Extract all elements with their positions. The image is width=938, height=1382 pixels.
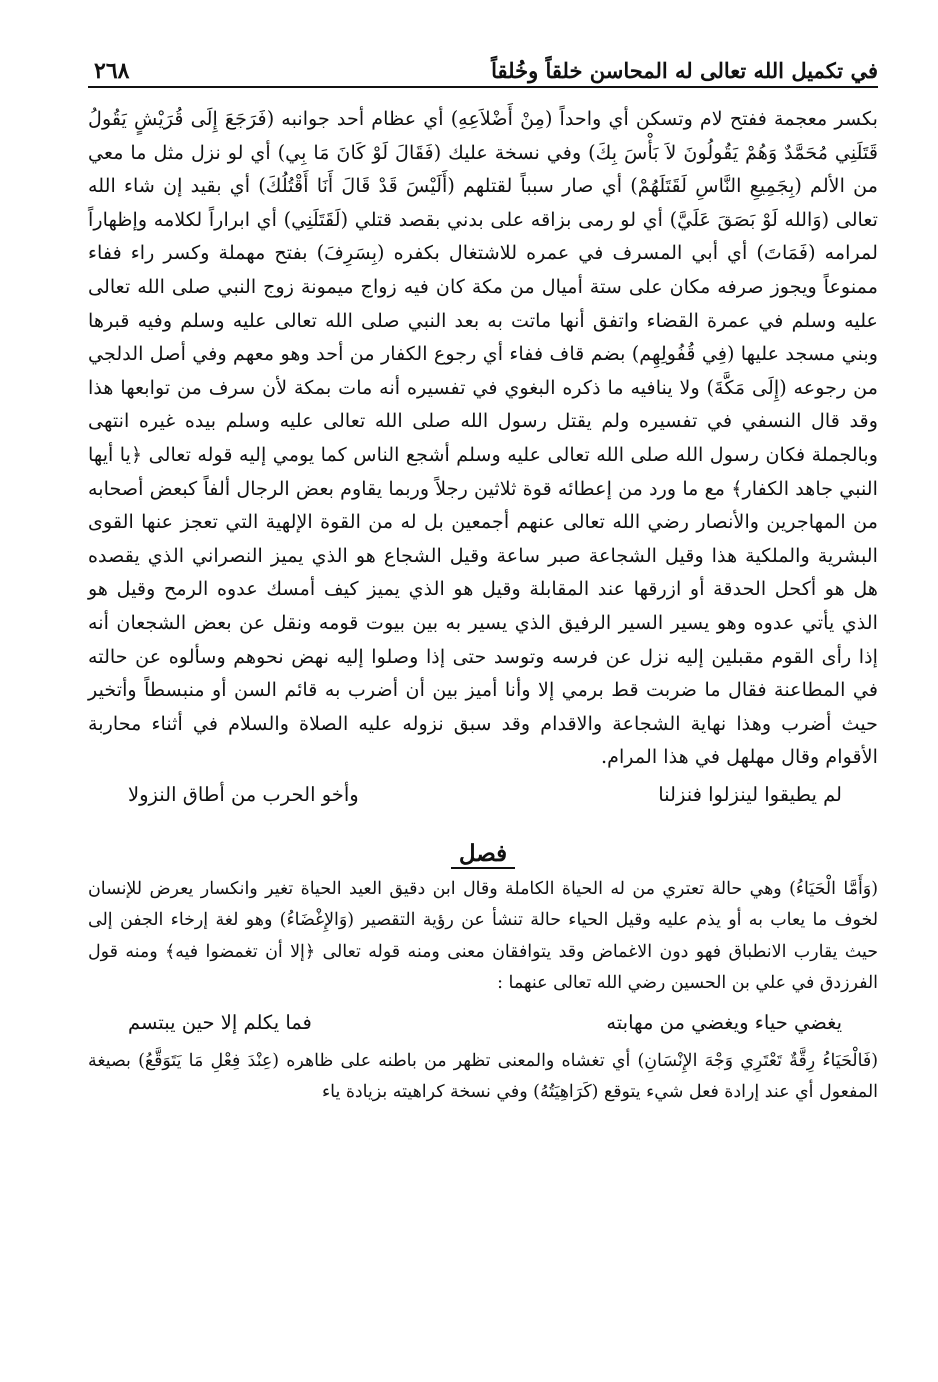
verse-second-hemistich: وأخو الحرب من أطاق النزولا [128, 782, 359, 806]
running-title: في تكميل الله تعالى له المحاسن خلقاً وخُلقاً [491, 58, 878, 83]
page-header [88, 40, 878, 88]
section-paragraph: (وَأَمَّا الْحَيَاءُ) وهي حالة تعتري من له الحياة الكاملة وقال ابن دقيق العيد الحياة تغير وانكسار يعرض للإنسان لخوف ما يعاب به أو يذم عليه وقيل الحياء حالة تنشأ عن رؤية التقصير (وَالإِغْضَاءُ) وهو لغة إرخاء الجفن إلى حيث يقارب الانطباق فهو دون الاغماض وقد يتوافقان معنى ومنه قوله تعالى ﴿إلا أن تغمضوا فيه﴾ ومنه قول الفرزدق في علي بن الحسين رضي الله تعالى عنهما : [88, 878, 878, 994]
poetry-verse [88, 778, 878, 812]
section-heading-text: فصل [451, 840, 515, 869]
verse-first-hemistich: يغضي حياء ويغضي من مهابته [606, 1010, 842, 1034]
closing-paragraph: (فَالْحَيَاءُ رِقَّةٌ تَعْتَرِي وَجْهَ الإِنْسَانِ) أي تغشاه والمعنى تظهر من باطنه على ظاهره (عِنْدَ فِعْلِ مَا يَتَوَقَّعُ) بصيغة المفعول أي عند إرادة فعل شيء يتوقع (كَرَاهِيَتُهُ) وفي نسخة كراهيته بزيادة ياء [88, 1050, 878, 1102]
page-number: ٢٦٨ [94, 58, 130, 84]
poetry-verse [88, 1006, 878, 1040]
verse-first-hemistich: لم يطيقوا لينزلوا فنزلنا [658, 782, 842, 806]
section-heading [88, 838, 878, 870]
verse-second-hemistich: فما يكلم إلا حين يبتسم [128, 1010, 312, 1034]
book-page [88, 40, 878, 1360]
main-paragraph: بكسر معجمة ففتح لام وتسكن أي واحداً (مِنْ أَضْلاَعِهِ) أي عظام أحد جوانبه (فَرَجَعَ إِلَى قُرَيْشٍ يَقُولُ قَتَلَنِي مُحَمَّدٌ وَهُمْ يَقُولُونَ لاَ بَأْسَ بِكَ) وفي نسخة عليك (فَقَالَ لَوْ كَانَ مَا بِي) أي لو نزل مثل ما معي من الألم (بِجَمِيعِ النَّاسِ لَقَتَلَهُمْ) أي صار سبباً لقتلهم (أَلَيْسَ قَدْ قَالَ أَنَا أَقْتُلُكَ) أي بقيد إن شاء الله تعالى (وَالله لَوْ بَصَقَ عَلَيَّ) أي لو رمى بزاقه على بدني بقصد قتلي (لَقَتَلَنِي) أي ابراراً لكلامه وإظهاراً لمرامه (فَمَاتَ) أي أبي المسرف في عمره للاشتغال بكفره (بِسَرِفَ) بفتح مهملة وكسر راء ففاء ممنوعاً ويجوز صرفه مكان على ستة أميال من مكة كان فيه زواج ميمونة زوج النبي صلى الله تعالى عليه وسلم في عمرة القضاء واتفق أنها ماتت به بعد النبي صلى الله تعالى عليه وسلم وفيه قبرها وبني مسجد عليها (فِي قُفُولِهِم) بضم قاف ففاء أي رجوع الكفار من أحد وهو معهم وفي أصل الدلجي من رجوعه (إِلَى مَكَّةَ) ولا ينافيه ما ذكره البغوي في تفسيره أنه مات بمكة لأن سرف من توابعها هذا وقد قال النسفي في تفسيره ولم يقتل رسول الله صلى الله تعالى عليه وسلم بيده غيره انتهى وبالجملة فكان رسول الله صلى الله تعالى عليه وسلم أشجع الناس كما يومي إليه قوله تعالى ﴿يا أيها النبي جاهد الكفار﴾ مع ما ورد من إعطائه قوة ثلاثين رجلاً وربما يقاوم بعض الرجال ألفاً كبعض أصحابه من المهاجرين والأنصار رضي الله تعالى عنهم أجمعين بل له من القوة الإلهية التي تعجز عنها القوى البشرية والملكية هذا وقيل الشجاعة صبر ساعة وقيل الشجاع هو الذي يميز النصراني الذي يقصده هل هو أكحل الحدقة أو ازرقها عند المقابلة وقيل هو الذي يميز كيف أمسك عدوه الرمح وقيل هو الذي يأتي عدوه وهو يسير السير الرفيق الذي يسير به بين بيوت قومه ونقل عن بعض الشجعان أنه إذا رأى القوم مقبلين إليه نزل عن فرسه وتوسد حتى إذا وصلوا إليه نهض نحوهم وسألوه عن حالته في المطاعنة فقال ما ضربت قط برمي إلا وأنا أميز بين أن أضرب به قائم السن أو منبسطاً وأتخير حيث أضرب وهذا نهاية الشجاعة والاقدام وقد سبق نزوله عليه الصلاة والسلام في أثناء محاربة الأقوام وقال مهلهل في هذا المرام. [88, 107, 879, 769]
